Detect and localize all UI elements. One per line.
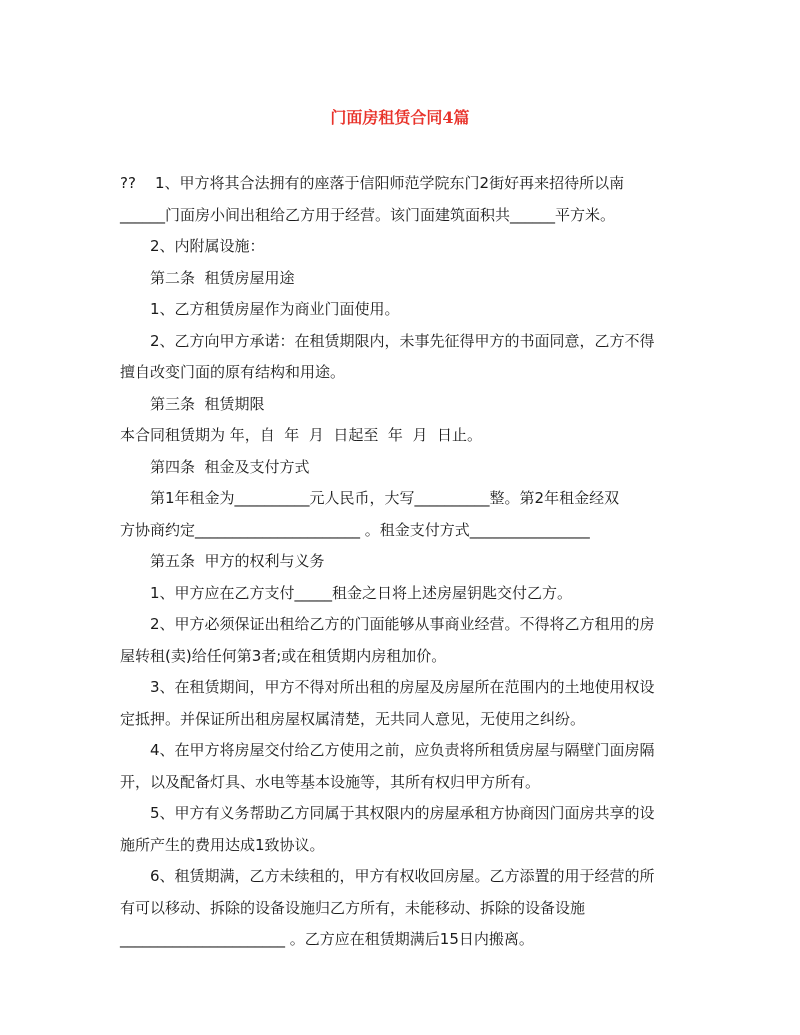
paragraph-line: ______________________ 。乙方应在租赁期满后15日内搬离。 [120, 930, 534, 948]
paragraph-line: 施所产生的费用达成1致协议。 [120, 835, 325, 854]
paragraph-line: 定抵押。并保证所出租房屋权属清楚，无共同人意见，无使用之纠纷。 [120, 709, 586, 728]
paragraph-line: 2、乙方向甲方承诺：在租赁期限内，未事先征得甲方的书面同意，乙方不得 [150, 331, 655, 350]
paragraph-line: 屋转租(卖)给任何第3者;或在租赁期内房租加价。 [120, 646, 447, 665]
paragraph-line: 2、甲方必须保证出租给乙方的门面能够从事商业经营。不得将乙方租用的房 [150, 615, 655, 633]
paragraph-line: 擅自改变门面的原有结构和用途。 [120, 363, 346, 381]
paragraph-line: 第四条 租金及支付方式 [150, 457, 310, 476]
paragraph-line: 1、乙方租赁房屋作为商业门面使用。 [150, 300, 400, 318]
paragraph-line: 1、甲方应在乙方支付_____租金之日将上述房屋钥匙交付乙方。 [150, 583, 573, 602]
paragraph-line: 第三条 租赁期限 [150, 394, 265, 413]
paragraph-line: 第五条 甲方的权利与义务 [150, 552, 325, 570]
paragraph-line: 第二条 租赁房屋用途 [150, 268, 295, 287]
paragraph-line: 6、租赁期满，乙方未续租的，甲方有权收回房屋。乙方添置的用于经营的所 [150, 867, 655, 885]
paragraph-line: 第1年租金为__________元人民币，大写__________整。第2年租金经双 [150, 489, 620, 507]
paragraph-line: 有可以移动、拆除的设备设施归乙方所有，未能移动、拆除的设备设施 [120, 898, 586, 917]
paragraph-line: 3、在租赁期间，甲方不得对所出租的房屋及房屋所在范围内的土地使用权设 [150, 678, 655, 696]
document-body [120, 168, 700, 956]
paragraph-line: ______门面房小间出租给乙方用于经营。该门面建筑面积共______平方米。 [120, 205, 616, 224]
paragraph-line: ?? 1、甲方将其合法拥有的座落于信阳师范学院东门2街好再来招待所以南 [120, 174, 625, 192]
paragraph-line: 4、在甲方将房屋交付给乙方使用之前，应负责将所租赁房屋与隔壁门面房隔 [150, 741, 655, 759]
paragraph-line: 方协商约定______________________ 。租金支付方式________________ [120, 520, 590, 539]
paragraph-line: 5、甲方有义务帮助乙方同属于其权限内的房屋承租方协商因门面房共享的设 [150, 804, 655, 822]
document-title: 门面房租赁合同4篇 [330, 108, 470, 127]
paragraph-line: 开，以及配备灯具、水电等基本设施等，其所有权归甲方所有。 [120, 772, 541, 791]
paragraph-line: 2、内附属设施： [150, 237, 265, 255]
paragraph-line: 本合同租赁期为 年，自 年 月 日起至 年 月 日止。 [120, 426, 482, 444]
